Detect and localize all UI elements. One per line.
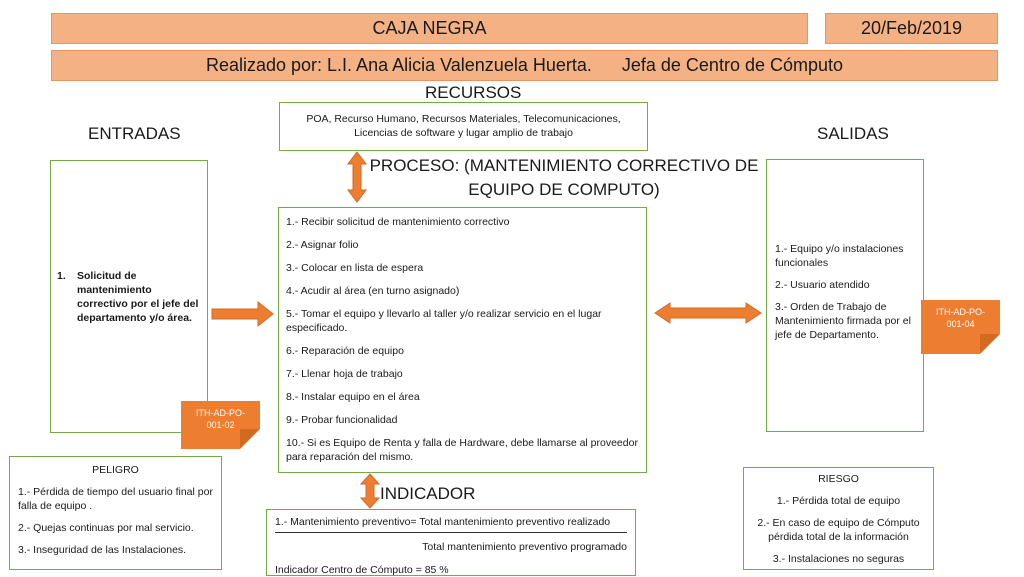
subtitle: Realizado por: L.I. Ana Alicia Valenzuela Huerta. Jefa de Centro de Cómputo (205, 55, 844, 75)
peligro-item: 2.- Quejas continuas por mal servicio. (18, 522, 194, 534)
indicador-box (266, 509, 636, 576)
proceso-step: 2.- Asignar folio (286, 239, 359, 251)
peligro-item: 3.- Inseguridad de las Instalaciones. (18, 544, 187, 556)
proceso-step: 9.- Probar funcionalidad (286, 414, 398, 426)
salidas-item: 3.- Orden de Trabajo de Mantenimiento firmada por el jefe de Departamento. (775, 301, 911, 341)
salidas-tag-line-1: ITH-AD-PO- (936, 307, 985, 317)
salidas-heading: SALIDAS (817, 124, 889, 143)
entradas-proceso-arrow (212, 302, 273, 326)
recursos-heading: RECURSOS (425, 83, 522, 102)
proceso-step: 8.- Instalar equipo en el área (286, 391, 420, 403)
title: CAJA NEGRA (372, 18, 487, 38)
proceso-step: 7.- Llenar hoja de trabajo (286, 368, 403, 380)
entradas-item-text: Solicitud de mantenimiento correctivo por el jefe del departamento y/o área. (77, 270, 199, 324)
recursos-proceso-arrow (348, 152, 366, 202)
salidas-item: 1.- Equipo y/o instalaciones funcionales (775, 243, 904, 269)
proceso-heading-line-2: EQUIPO DE COMPUTO) (468, 180, 660, 199)
peligro-heading: PELIGRO (92, 464, 139, 476)
proceso-step: 4.- Acudir al área (en turno asignado) (286, 285, 460, 297)
proceso-heading-line-1: PROCESO: (MANTENIMIENTO CORRECTIVO DE (369, 156, 759, 175)
proceso-step: 1.- Recibir solicitud de mantenimiento correctivo (286, 216, 510, 228)
riesgo-box (743, 467, 934, 570)
riesgo-item: 2.- En caso de equipo de Cómputo pérdida total de la información (757, 517, 920, 543)
proceso-step: 6.- Reparación de equipo (286, 345, 404, 357)
recursos-line-2: Licencias de software y lugar amplio de trabajo (354, 127, 573, 139)
indicador-heading: INDICADOR (380, 484, 476, 503)
riesgo-heading: RIESGO (818, 473, 859, 485)
proceso-step: 10.- Si es Equipo de Renta y falla de Hardware, debe llamarse al proveedor para reparación del mismo. (286, 437, 638, 463)
riesgo-item: 3.- Instalaciones no seguras (772, 553, 905, 565)
peligro-item: 1.- Pérdida de tiempo del usuario final por falla de equipo . (18, 486, 213, 512)
entradas-tag-line-2: 001-02 (206, 420, 235, 430)
proceso-step: 5.- Tomar el equipo y llevarlo al taller y/o realizar servicio en el lugar especificado. (286, 308, 602, 334)
indicador-result: Indicador Centro de Cómputo = 85 % (275, 564, 449, 576)
proceso-indicador-arrow (361, 474, 379, 508)
indicador-numerator: 1.- Mantenimiento preventivo= Total mantenimiento preventivo realizado (275, 515, 627, 533)
entradas-heading: ENTRADAS (88, 124, 181, 143)
salidas-tag-line-2: 001-04 (946, 319, 975, 329)
proceso-salidas-arrow (655, 303, 761, 323)
proceso-step: 3.- Colocar en lista de espera (286, 262, 424, 274)
riesgo-item: 1.- Pérdida total de equipo (776, 495, 901, 507)
entradas-tag-line-1: ITH-AD-PO- (196, 408, 245, 418)
date: 20/Feb/2019 (860, 18, 963, 38)
indicador-denominator: Total mantenimiento preventivo programado (422, 541, 627, 553)
peligro-box (9, 456, 222, 570)
salidas-item: 2.- Usuario atendido (775, 279, 870, 291)
entradas-item-number: 1. (57, 270, 66, 282)
recursos-line-1: POA, Recurso Humano, Recursos Materiales, Telecomunicaciones, (306, 113, 621, 125)
